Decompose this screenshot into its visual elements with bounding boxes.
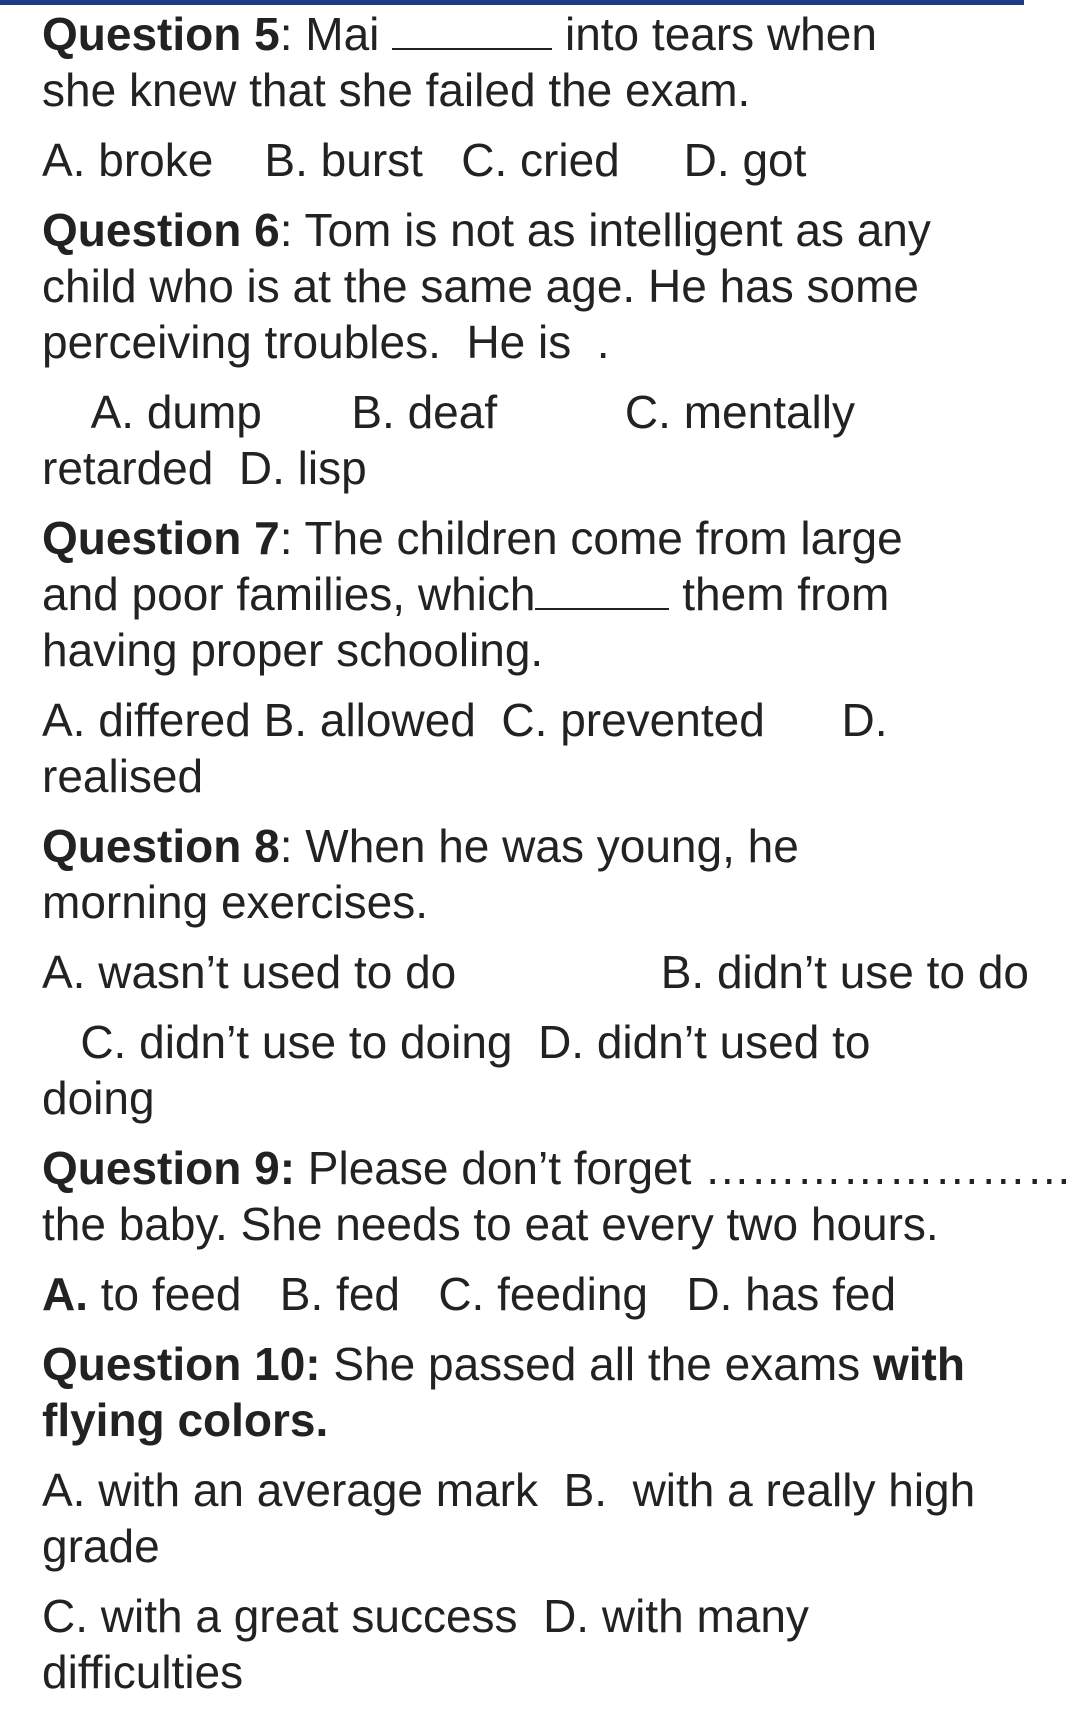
q7-line-2 <box>42 566 1002 622</box>
q9-line-1 <box>42 1140 1072 1196</box>
q10-options-3: C. with a great success D. with many <box>42 1590 809 1642</box>
q10-options-4: difficulties <box>42 1646 244 1698</box>
q5-line-2: she knew that she failed the exam. <box>42 64 751 116</box>
q6-options-2: retarded D. lisp <box>42 442 367 494</box>
q9-options <box>42 1266 1002 1322</box>
q5-line-1 <box>42 6 1002 62</box>
q8-options-2: C. didn’t use to doing D. didn’t used to <box>42 1016 871 1068</box>
q10-text-1: She passed all the exams <box>320 1338 873 1390</box>
q7-text-2b: them from <box>669 568 890 620</box>
q9-dotted-blank: …………………… <box>704 1142 1072 1194</box>
q7-line-3: having proper schooling. <box>42 624 544 676</box>
q6-options-1: A. dump B. deaf C. mentally <box>42 386 855 438</box>
q7-line-1 <box>42 510 1002 566</box>
q8-text-1: : When he was young, he <box>279 820 799 872</box>
q10-line-1 <box>42 1336 1002 1392</box>
q9-line-2: the baby. She needs to eat every two hours. <box>42 1198 939 1250</box>
q10-bold-1: with <box>872 1338 965 1390</box>
q7-blank <box>535 568 669 610</box>
q9-text-1: Please don’t forget <box>295 1142 705 1194</box>
q7-label: Question 7 <box>42 512 280 564</box>
q7-options-2: realised <box>42 750 204 802</box>
worksheet <box>42 6 1072 1700</box>
q6-label: Question 6 <box>42 204 280 256</box>
q5-label: Question 5 <box>42 8 280 60</box>
q6-line-3: perceiving troubles. He is . <box>42 316 610 368</box>
q7-options-1: A. differed B. allowed C. prevented D. <box>42 694 888 746</box>
q6-line-1 <box>42 202 1002 258</box>
q9-option-a-label: A. <box>42 1268 88 1320</box>
q8-line-1 <box>42 818 1002 874</box>
q6-line-2: child who is at the same age. He has some <box>42 260 920 312</box>
q5-blank <box>392 8 552 50</box>
q8-line-2: morning exercises. <box>42 876 429 928</box>
q5-text-1b: into tears when <box>552 8 877 60</box>
q8-options-3: doing <box>42 1072 155 1124</box>
q9-label: Question 9: <box>42 1142 296 1194</box>
q7-text-1: : The children come from large <box>279 512 903 564</box>
q10-options-1: A. with an average mark B. with a really high <box>42 1464 976 1516</box>
q9-options-text: to feed B. fed C. feeding D. has fed <box>88 1268 897 1320</box>
q10-line-2: flying colors. <box>42 1394 329 1446</box>
q5-options: A. broke B. burst C. cried D. got <box>42 134 807 186</box>
q8-options-1: A. wasn’t used to do B. didn’t use to do <box>42 946 1029 998</box>
q8-label: Question 8 <box>42 820 280 872</box>
q6-text-1: : Tom is not as intelligent as any <box>279 204 931 256</box>
q5-text-1a: : Mai <box>279 8 393 60</box>
top-border <box>0 0 1024 5</box>
q10-options-2: grade <box>42 1520 160 1572</box>
q10-label: Question 10: <box>42 1338 321 1390</box>
q7-text-2a: and poor families, which <box>42 568 536 620</box>
